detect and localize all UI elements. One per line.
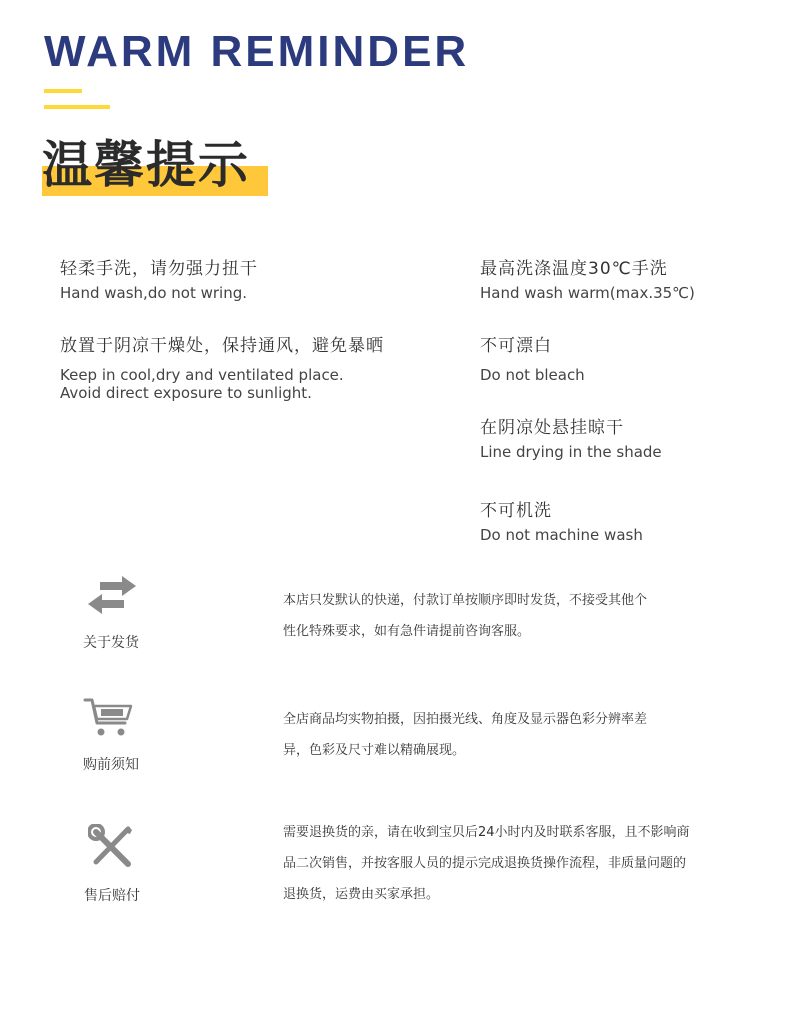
service-line: 本店只发默认的快递，付款订单按顺序即时发货，不接受其他个 bbox=[283, 593, 648, 608]
care-en: Line drying in the shade bbox=[480, 443, 662, 461]
service-label-shipping: 关于发货 bbox=[83, 635, 139, 651]
title-chinese: 温馨提示 bbox=[42, 136, 250, 194]
title-english: WARM REMINDER bbox=[44, 27, 470, 76]
care-en: Keep in cool,dry and ventilated place. bbox=[60, 366, 344, 384]
care-cn: 放置于阴凉干燥处，保持通风，避免暴晒 bbox=[60, 336, 384, 356]
care-en: Do not bleach bbox=[480, 366, 585, 384]
care-en: Do not machine wash bbox=[480, 526, 643, 544]
care-cn: 在阴凉处悬挂晾干 bbox=[480, 418, 624, 438]
service-label-before-purchase: 购前须知 bbox=[83, 757, 139, 773]
shipping-arrows-icon bbox=[86, 576, 138, 616]
title-chinese-block bbox=[42, 138, 250, 193]
wrench-screwdriver-icon bbox=[88, 824, 134, 870]
care-item-line-dry bbox=[480, 413, 662, 461]
service-text-before-purchase bbox=[283, 704, 723, 766]
service-line: 退换货，运费由买家承担。 bbox=[283, 887, 440, 902]
service-line: 需要退换货的亲，请在收到宝贝后24小时内及时联系客服，且不影响商 bbox=[283, 825, 690, 840]
accent-dash-long bbox=[44, 105, 110, 109]
service-line: 品二次销售，并按客服人员的提示完成退换货操作流程，非质量问题的 bbox=[283, 856, 687, 871]
care-item-no-bleach bbox=[480, 331, 585, 384]
care-item-hand-wash bbox=[60, 254, 258, 302]
service-line: 全店商品均实物拍摄，因拍摄光线、角度及显示器色彩分辨率差 bbox=[283, 712, 648, 727]
care-item-no-machine-wash bbox=[480, 496, 643, 544]
service-line: 异，色彩及尺寸难以精确展现。 bbox=[283, 743, 466, 758]
care-en: Avoid direct exposure to sunlight. bbox=[60, 384, 312, 402]
care-item-storage bbox=[60, 331, 384, 402]
care-cn: 轻柔手洗，请勿强力扭干 bbox=[60, 259, 258, 279]
service-line: 性化特殊要求，如有急件请提前咨询客服。 bbox=[283, 624, 531, 639]
care-en: Hand wash warm(max.35℃) bbox=[480, 284, 695, 302]
accent-dash-short bbox=[44, 89, 82, 93]
care-en: Hand wash,do not wring. bbox=[60, 284, 248, 302]
care-cn: 不可机洗 bbox=[480, 501, 552, 521]
care-cn: 最高洗涤温度30℃手洗 bbox=[480, 259, 668, 279]
service-text-after-sales bbox=[283, 817, 723, 910]
service-text-shipping bbox=[283, 585, 723, 647]
care-item-temperature bbox=[480, 254, 695, 302]
shopping-cart-icon bbox=[83, 697, 135, 739]
care-cn: 不可漂白 bbox=[480, 336, 552, 356]
service-label-after-sales: 售后赔付 bbox=[84, 888, 140, 904]
